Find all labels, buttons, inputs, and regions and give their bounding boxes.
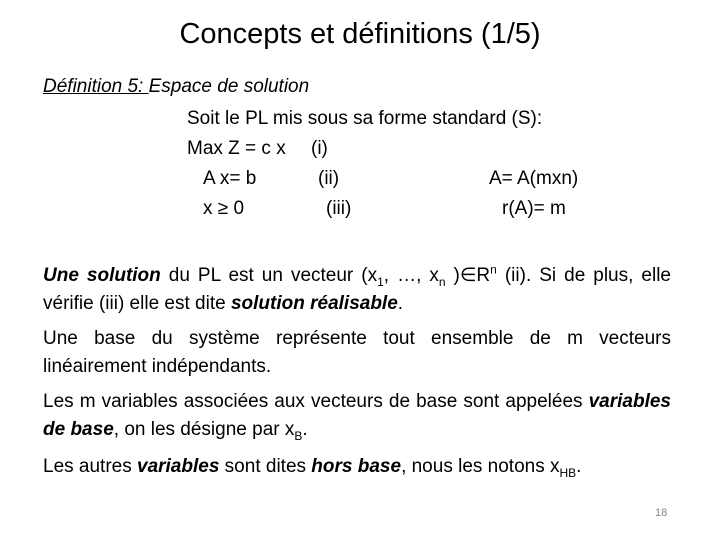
nonnegativity-tag: (iii) [326, 198, 352, 219]
objective-tag: (i) [311, 138, 328, 159]
paragraph-hors-base: Les autres variables sont dites hors base, nous les notons $x_{HB}$. [43, 456, 582, 480]
page-number: 18 [655, 507, 668, 519]
term-une-solution: Une solution [43, 265, 161, 286]
matrix-rank: r(A)= m [502, 198, 566, 219]
paragraph-base: Une base du système représente tout ensemble de m vecteurs linéairement indépendants. [43, 328, 671, 377]
matrix-dimensions: A= A(mxn) [489, 168, 579, 189]
slide-title: Concepts et définitions (1/5) [179, 18, 541, 50]
constraint-equation: A x= b [203, 168, 257, 189]
paragraph-variables-de-base: Les m variables associées aux vecteurs de base sont appelées variables de base, on les désigne par $x_B$. [43, 391, 671, 443]
objective-function: Max Z = c x [187, 138, 286, 159]
term-solution-realisable: solution réalisable [230, 293, 398, 314]
term-variables-de-base: variables de base [43, 391, 671, 440]
paragraph-solution: Une solution du PL est un vecteur ($x_1$, …, $x_n$ )$\in R^n$ (ii). Si de plus, elle vérifie (iii) elle est dite solution réalisable. [43, 262, 671, 314]
nonnegativity-constraint: x ≥ 0 [203, 198, 245, 219]
definition-label: Définition 5: [43, 76, 149, 97]
standard-form-intro: Soit le PL mis sous sa forme standard (S): [187, 108, 543, 129]
definition-name: Espace de solution [148, 76, 310, 97]
definition-heading [43, 76, 309, 98]
term-variables: variables [137, 456, 220, 477]
term-hors-base: hors base [311, 456, 402, 477]
constraint-tag: (ii) [318, 168, 340, 189]
